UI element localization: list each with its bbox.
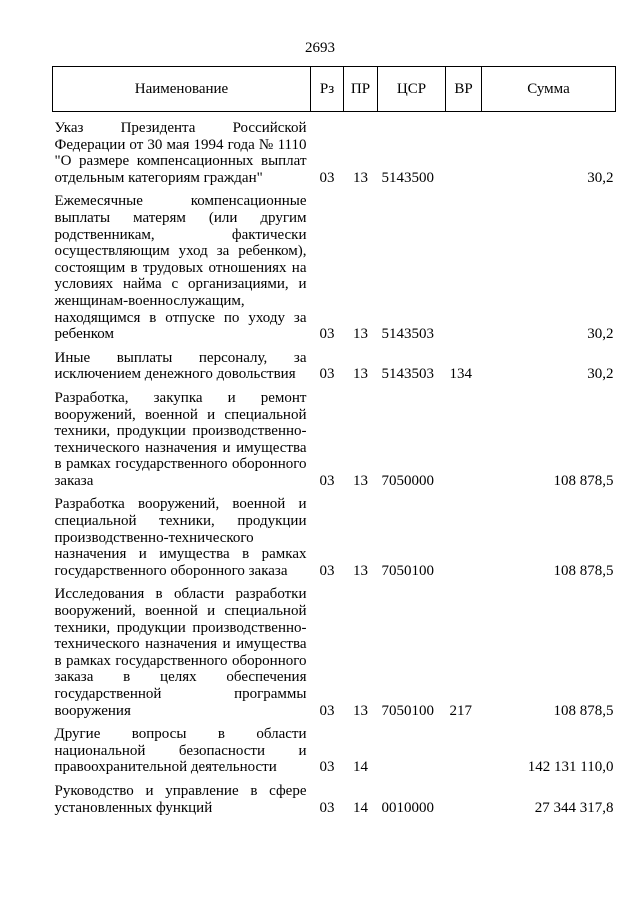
table-header-row [53, 67, 616, 112]
row-pr-cell: 13 [353, 169, 368, 186]
row-csr-cell: 0010000 [381, 799, 434, 816]
row-name-line: в рамках государственного оборонного [54, 652, 307, 669]
row-name-line: Указ Президента Российской [54, 120, 307, 136]
row-rz-cell: 03 [319, 562, 335, 579]
row-sum-cell: 108 878,5 [553, 472, 614, 489]
column-header-name: Наименование [53, 67, 311, 112]
row-name-line: отдельным категориям граждан" [54, 169, 263, 186]
row-vr-cell: 134 [449, 366, 472, 383]
row-sum-cell: 30,2 [587, 326, 614, 343]
row-csr-cell: 5143503 [381, 326, 434, 343]
row-name-line: заказа в целях обеспечения [54, 669, 307, 686]
row-name-line: Ежемесячные компенсационные [54, 193, 307, 210]
row-sum-cell: 108 878,5 [553, 702, 614, 719]
row-name-line: Руководство и управление в сфере [54, 782, 307, 799]
row-name-line: Федерации от 30 мая 1994 года № 1110 [54, 136, 307, 153]
row-name-cell [53, 719, 311, 776]
row-name-line: технического назначения и имущества [54, 636, 307, 653]
row-name-line: Исследования в области разработки [54, 586, 307, 603]
row-vr-cell [446, 776, 482, 816]
row-csr-cell: 5143500 [381, 169, 434, 186]
column-header-vr: ВР [446, 67, 482, 112]
row-vr-cell [446, 489, 482, 579]
row-name-line: "О размере компенсационных выплат [54, 153, 307, 170]
row-name-line: назначения и имущества в рамках [54, 546, 307, 563]
row-name-cell [53, 186, 311, 342]
table-row [53, 489, 616, 579]
row-name-cell [53, 579, 311, 719]
row-vr-cell [446, 112, 482, 187]
row-pr-cell: 14 [353, 799, 368, 816]
row-name-line: технического назначения и имущества [54, 439, 307, 456]
row-name-cell [53, 112, 311, 187]
row-csr-cell: 7050100 [381, 702, 434, 719]
row-name-line: вооружений, военной и специальной [54, 406, 307, 423]
row-name-line: вооружений, военной и специальной [54, 603, 307, 620]
row-name-line: Разработка, закупка и ремонт [54, 389, 307, 406]
row-name-line: состоящим в трудовых отношениях на [54, 259, 307, 276]
row-name-line: национальной безопасности и [54, 742, 307, 759]
row-name-line: заказа [54, 472, 94, 489]
table-row [53, 579, 616, 719]
row-rz-cell: 03 [319, 759, 335, 776]
column-header-sum: Сумма [482, 67, 616, 112]
row-name-line: техники, продукции производственно- [54, 423, 307, 440]
row-name-line: находящимся в отпуске по уходу за [54, 309, 307, 326]
row-rz-cell: 03 [319, 472, 335, 489]
row-rz-cell: 03 [319, 799, 335, 816]
table-row [53, 112, 616, 187]
row-name-line: Разработка вооружений, военной и [54, 496, 307, 513]
row-vr-cell [446, 186, 482, 342]
row-name-line: государственной программы [54, 686, 307, 702]
column-header-pr: ПР [344, 67, 378, 112]
row-csr-cell: 5143503 [381, 366, 434, 383]
row-pr-cell: 13 [353, 472, 368, 489]
row-sum-cell: 27 344 317,8 [534, 799, 614, 816]
row-vr-cell [446, 383, 482, 490]
table-row [53, 383, 616, 490]
row-name-line: правоохранительной деятельности [54, 759, 277, 776]
row-name-line: родственникам, фактически [54, 226, 307, 243]
table-row [53, 186, 616, 342]
row-name-cell [53, 489, 311, 579]
column-header-csr: ЦСР [378, 67, 446, 112]
row-csr-cell: 7050000 [381, 472, 434, 489]
row-name-line: исключением денежного довольствия [54, 366, 296, 383]
row-pr-cell: 13 [353, 366, 368, 383]
row-pr-cell: 13 [353, 562, 368, 579]
row-vr-cell: 217 [449, 702, 472, 719]
table-body [53, 112, 616, 817]
row-name-line: Иные выплаты персоналу, за [54, 349, 307, 366]
row-rz-cell: 03 [319, 326, 335, 343]
table-row [53, 343, 616, 383]
row-name-line: выплаты матерям (или другим [54, 209, 307, 226]
row-pr-cell: 13 [353, 326, 368, 343]
row-rz-cell: 03 [319, 366, 335, 383]
table-row [53, 719, 616, 776]
row-csr-cell [378, 719, 446, 776]
row-pr-cell: 13 [353, 702, 368, 719]
row-name-line: государственного оборонного заказа [54, 562, 288, 579]
row-vr-cell [446, 719, 482, 776]
row-name-line: вооружения [54, 702, 131, 719]
row-name-line: установленных функций [54, 799, 213, 816]
row-name-line: техники, продукции производственно- [54, 619, 307, 636]
row-name-cell [53, 776, 311, 816]
row-rz-cell: 03 [319, 702, 335, 719]
row-sum-cell: 30,2 [587, 169, 614, 186]
row-name-line: в рамках государственного оборонного [54, 456, 307, 473]
row-name-line: осуществляющим уход за ребенком), [54, 243, 307, 260]
table-row [53, 776, 616, 816]
row-name-line: специальной техники, продукции [54, 513, 307, 530]
row-name-line: производственно-технического [54, 529, 254, 546]
budget-table [52, 66, 616, 816]
row-sum-cell: 108 878,5 [553, 562, 614, 579]
row-rz-cell: 03 [319, 169, 335, 186]
row-name-line: Другие вопросы в области [54, 726, 307, 743]
row-sum-cell: 142 131 110,0 [527, 759, 614, 776]
row-sum-cell: 30,2 [587, 366, 614, 383]
row-name-line: условиях найма с организациями, и [54, 276, 307, 293]
page-number: 2693 [305, 40, 335, 56]
row-csr-cell: 7050100 [381, 562, 434, 579]
row-name-line: ребенком [54, 326, 115, 343]
row-pr-cell: 14 [353, 759, 368, 776]
row-name-line: женщинам-военнослужащим, [54, 292, 245, 309]
row-name-cell [53, 343, 311, 383]
column-header-rz: Рз [311, 67, 344, 112]
row-name-cell [53, 383, 311, 490]
